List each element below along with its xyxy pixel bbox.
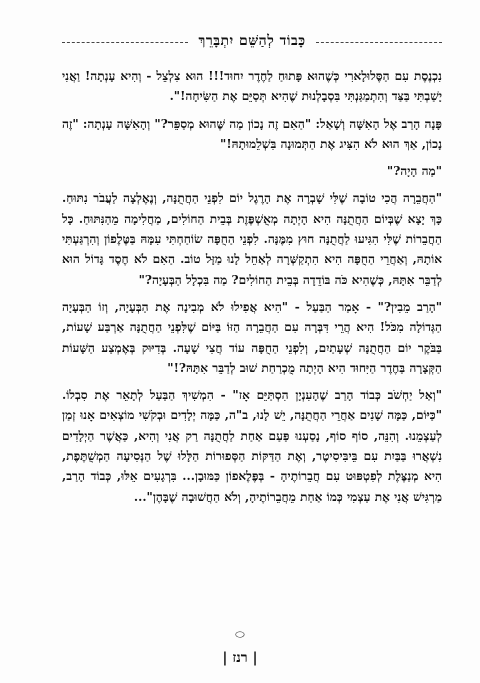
paragraph: "מַה הָיָה?" xyxy=(386,164,442,179)
header-rule-left xyxy=(62,42,188,43)
paragraph: "הַחֲבֵרָה הֲכִי טוֹבָה שֶׁלִּי שָׁבְרָה אֶת הָרֶגֶל יוֹם לִפְנֵי הַחֲתֻנָּה, וְנֶאֶלְצָה לַעֲבֹר נִתּוּחַ. כָּךְ יָצָא שֶׁבְּיוֹם הַחֲתֻנָּה הִיא הָיְתָה מְאֻשְׁפֶּזֶת בְּבֵית הַחוֹלִים, מַחֲלִימָה מֵהַנִּתּוּחַ. כָּל הַחֲבֵרוֹת שֶׁלִּי הִגִּיעוּ לַחֲתֻנָּה חוּץ מִמֶּנָּה. לִפְנֵי הַחֻפָּה שׂוֹחַחְתִּי עִמָּהּ בַּטֶּלֶפוֹן וְהִרְגַּעְתִּי אוֹתָהּ, וְאַחֲרֵי הַחֻפָּה הִיא הִתְקַשְּׁרָה לְאַחֵל לָנוּ מַזָּל טוֹב. הַאִם לֹא חֶסֶד גָּדוֹל הוּא לְדַבֵּר אִתָּהּ, כְּשֶׁהִיא כֹּה בּוֹדֵדָה בְּבֵית הַחוֹלִים? מַה בִּכְלָל הַבְּעָיָה?" xyxy=(62,191,442,287)
header-title: כָּבוֹד לְהַשֵּׁם יִתְבָּרֵךְ xyxy=(198,32,306,49)
paragraph: "וְאַל יַחְשֹׁב כְּבוֹד הָרַב שֶׁהָעִנְיָן הִסְתַּיֵּם אָז" - הִמְשִׁיךְ הַבַּעַל לְתָאֵר אֶת סִבְלוֹ. "כַּיּוֹם, כַּמָּה שָׁנִים אַחֲרֵי הַחֲתֻנָּה, יֵשׁ לָנוּ, ב"ה, כַּמָּה יְלָדִים וּבְקֹשִׁי מוֹצְאִים אָנוּ זְמַן לְעַצְמֵנוּ. וְהִנֵּה, סוֹף סוֹף, נָסַעְנוּ פַּעַם אַחַת לַחֲתֻנָּה רַק אֲנִי וְהִיא, כַּאֲשֶׁר הַיְלָדִים נִשְׁאֲרוּ בַּבַּיִת עִם בֵּיבִּיסִיטֶר, וְאֶת הַדַּקּוֹת הַסְּפוּרוֹת הַלָּלוּ שֶׁל הַנְּסִיעָה הַמְשֻׁתֶּפֶת, הִיא מְנַצֶּלֶת לְפִטְפּוּט עִם חֲבֵרוֹתֶיהָ - בְּפֶּלֶאפוֹן כַּמּוּבָן... בִּרְגָעִים אֵלּוּ, כְּבוֹד הָרַב, מַרְגִּישׁ אֲנִי אֶת עַצְמִי כְּמוֹ אַחַת מֵחֲבֵרוֹתֶיהָ, וְלֹא הַחֲשׁוּבָה שֶׁבָּהֶן"... xyxy=(62,388,442,504)
ornament-icon: ⬭ xyxy=(235,628,245,641)
page-number: | רנז | xyxy=(222,650,258,666)
body-text xyxy=(62,66,442,514)
paragraph: נִכְנֶסֶת עִם הַסֶּלוּלָארִי כְּשֶׁהוּא פָּתוּחַ לַחֶדֶר יִחוּד!!! הוּא צִלְצֵל - וְהִיא עָנְתָה! וַאֲנִי יָשַׁבְתִּי בַּצַּד וְהִתְמַגַּנְתִּי בִּסְבָלְנוּת שֶׁהִיא תְּסַיֵּם אֶת הַשִּׂיחָה!". xyxy=(62,69,442,104)
running-header xyxy=(62,30,442,52)
paragraph: "הָרַב מֵבִין?" - אָמַר הַבַּעַל - "הִיא אֲפִילוּ לֹא מְבִינָה אֶת הַבְּעָיָה, וְזוֹ הַבְּעָיָה הַגְּדוֹלָה מִכֹּל! הִיא הֲרֵי דִּבְּרָה עִם הַחֲבֵרָה הַזּוֹ בַּיּוֹם שֶׁלִּפְנֵי הַחֲתֻנָּה אַרְבַּע שָׁעוֹת, בַּבֹּקֶר יוֹם הַחֲתֻנָּה שְׁעָתַיִם, וְלִפְנֵי הַחֻפָּה עוֹד חֲצִי שָׁעָה. בְּדִיּוּק בְּאֶמְצַע הַשָּׁעוֹת הַקְּצָרָה בַּחֶדֶר הַיִּחוּד הִיא הָיְתָה מֻכְרַחַת שׁוּב לְדַבֵּר אִתָּהּ?!" xyxy=(62,299,442,375)
paragraph: פָּנָה הָרַב אֶל הָאִשָּׁה וְשָׁאַל: "הַאִם זֶה נָכוֹן מַה שֶּׁהוּא מְסַפֵּר?" וְהָאִשָּׁה עָנְתָה: "זֶה נָכוֹן, אַךְ הוּא לֹא הִצִּיג אֶת הַתְּמוּנָה בִּשְׁלֵמוּתָהּ!" xyxy=(62,116,442,151)
header-rule-right xyxy=(316,42,442,43)
